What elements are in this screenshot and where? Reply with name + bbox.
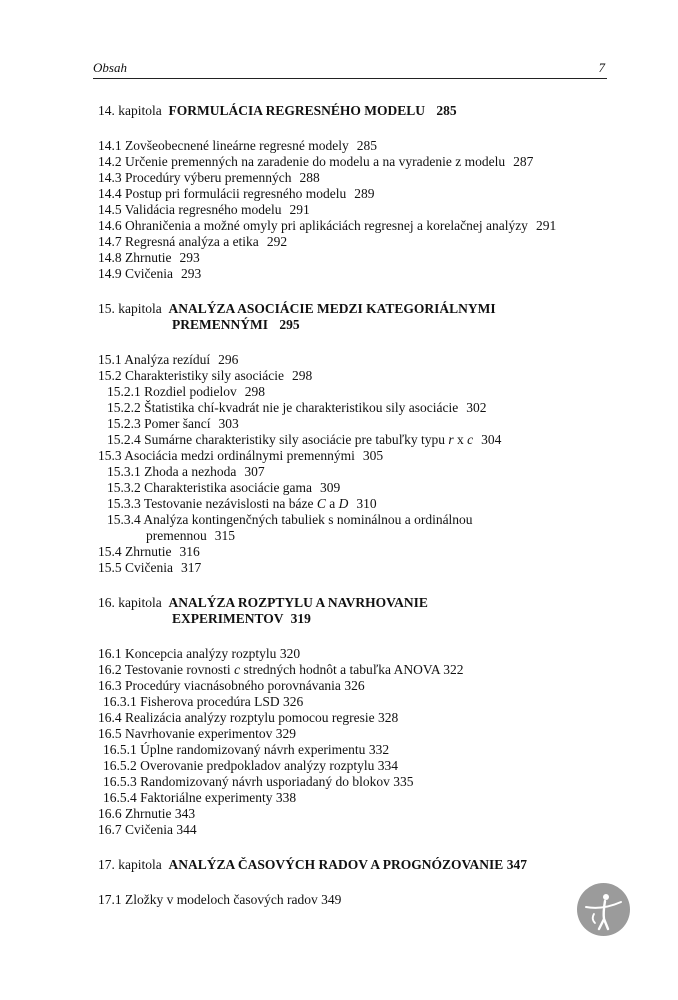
chapter-17-heading: 17. kapitola ANALÝZA ČASOVÝCH RADOV A PROGNÓZOVANIE 347 [98, 857, 527, 872]
toc-entry: 15.4 Zhrnutie 316 [98, 544, 200, 559]
toc-entry: 16.7 Cvičenia 344 [98, 822, 197, 837]
toc-entry: 16.2 Testovanie rovnosti c stredných hodnôt a tabuľka ANOVA 322 [98, 662, 464, 677]
chapter-15-heading: 15. kapitola ANALÝZA ASOCIÁCIE MEDZI KATEGORIÁLNYMI PREMENNÝMI 295 [98, 301, 496, 332]
toc-subentry: 15.3.1 Zhoda a nezhoda 307 [107, 464, 265, 479]
toc-entry: 15.3 Asociácia medzi ordinálnymi premennými 305 [98, 448, 384, 463]
toc-entry: 16.3 Procedúry viacnásobného porovnávania 326 [98, 678, 365, 693]
toc-entry: 14.4 Postup pri formulácii regresného modelu 289 [98, 186, 375, 201]
toc-subentry: 15.3.2 Charakteristika asociácie gama 309 [107, 480, 341, 495]
toc-subentry: 15.3.3 Testovanie nezávislosti na báze C a D 310 [107, 496, 377, 511]
toc-entry: 14.5 Validácia regresného modelu 291 [98, 202, 310, 217]
chapter-page: 285 [436, 103, 457, 118]
toc-entry: 14.1 Zovšeobecnené lineárne regresné modely 285 [98, 138, 378, 153]
chapter-15-entries [98, 352, 618, 576]
toc-subentry-continuation: premennou 315 [146, 528, 235, 543]
toc-entry: 16.1 Koncepcia analýzy rozptylu 320 [98, 646, 301, 661]
toc-entry: 15.2 Charakteristiky sily asociácie 298 [98, 368, 313, 383]
chapter-title: FORMULÁCIA REGRESNÉHO MODELU [168, 103, 426, 118]
toc-subentry: 16.5.1 Úplne randomizovaný návrh experimentu 332 [103, 742, 390, 757]
toc-subentry: 15.2.1 Rozdiel podielov 298 [107, 384, 265, 399]
chapter-16-entries [98, 646, 618, 838]
header-page-number: 7 [598, 60, 605, 75]
toc-entry: 14.9 Cvičenia 293 [98, 266, 202, 281]
toc-entry: 16.5 Navrhovanie experimentov 329 [98, 726, 296, 741]
running-header [93, 56, 607, 79]
toc-subentry: 16.3.1 Fisherova procedúra LSD 326 [103, 694, 304, 709]
toc-entry: 14.3 Procedúry výberu premenných 288 [98, 170, 320, 185]
toc-entry: 16.4 Realizácia analýzy rozptylu pomocou regresie 328 [98, 710, 399, 725]
chapter-page: 347 [506, 857, 527, 872]
toc-subentry: 16.5.2 Overovanie predpokladov analýzy rozptylu 334 [103, 758, 399, 773]
toc-subentry: 16.5.3 Randomizovaný návrh usporiadaný do blokov 335 [103, 774, 414, 789]
toc-entry: 15.1 Analýza rezíduí 296 [98, 352, 239, 367]
chapter-17-entries [98, 892, 618, 908]
chapter-title: ANALÝZA ASOCIÁCIE MEDZI KATEGORIÁLNYMI [168, 301, 496, 316]
figure-silhouette-icon [577, 883, 630, 936]
chapter-title-line2: EXPERIMENTOV [172, 611, 284, 626]
chapter-16-heading: 16. kapitola ANALÝZA ROZPTYLU A NAVRHOVANIE EXPERIMENTOV 319 [98, 595, 428, 626]
chapter-title: ANALÝZA ROZPTYLU A NAVRHOVANIE [168, 595, 428, 610]
toc-entry: 17.1 Zložky v modeloch časových radov 349 [98, 892, 342, 907]
chapter-14-heading: 14. kapitola FORMULÁCIA REGRESNÉHO MODELU 285 [98, 103, 457, 118]
toc-entry: 16.6 Zhrnutie 343 [98, 806, 196, 821]
chapter-page: 295 [279, 317, 300, 332]
toc-entry: 14.2 Určenie premenných na zaradenie do modelu a na vyradenie z modelu 287 [98, 154, 534, 169]
toc-subentry: 15.2.4 Sumárne charakteristiky sily asociácie pre tabuľky typu r x c 304 [107, 432, 502, 447]
chapter-title-line2: PREMENNÝMI [172, 317, 268, 332]
chapter-14-entries [98, 138, 618, 282]
toc-subentry: 15.2.2 Štatistika chí-kvadrát nie je charakteristikou sily asociácie 302 [107, 400, 487, 415]
toc-subentry: 15.2.3 Pomer šancí 303 [107, 416, 239, 431]
chapter-page: 319 [290, 611, 311, 626]
chapter-title: ANALÝZA ČASOVÝCH RADOV A PROGNÓZOVANIE [168, 857, 504, 872]
toc-entry: 14.8 Zhrnutie 293 [98, 250, 200, 265]
publisher-logo-icon [577, 883, 630, 936]
toc-entry: 15.5 Cvičenia 317 [98, 560, 202, 575]
header-section-title: Obsah [93, 60, 127, 75]
toc-entry: 14.7 Regresná analýza a etika 292 [98, 234, 288, 249]
toc-entry: 14.6 Ohraničenia a možné omyly pri aplikáciách regresnej a korelačnej analýzy 291 [98, 218, 557, 233]
toc-subentry: 16.5.4 Faktoriálne experimenty 338 [103, 790, 297, 805]
table-of-contents [98, 103, 618, 927]
toc-subentry: 15.3.4 Analýza kontingenčných tabuliek s nominálnou a ordinálnou [107, 512, 473, 527]
